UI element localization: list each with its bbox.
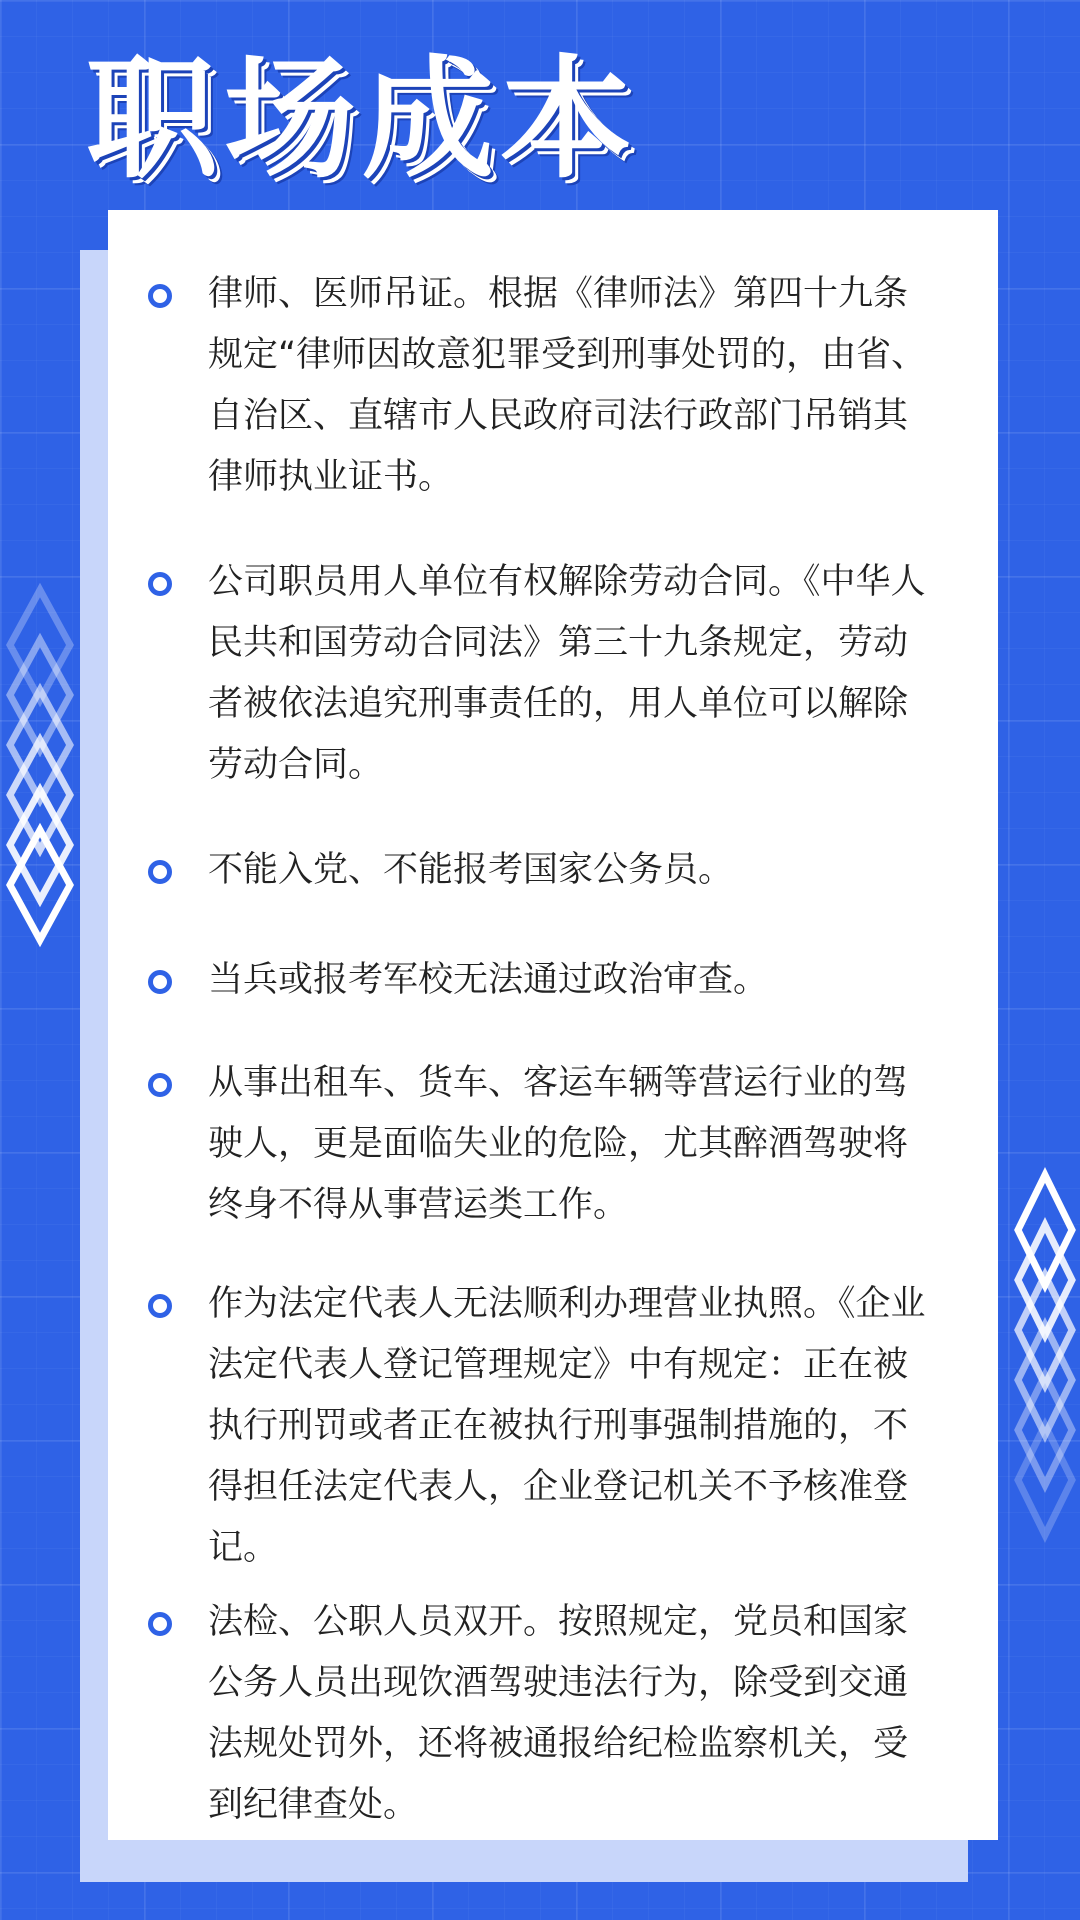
bullet-dot-icon xyxy=(148,970,172,994)
bullet-dot-icon xyxy=(148,284,172,308)
page-title: 职场成本 xyxy=(86,43,638,197)
bullet-dot-icon xyxy=(148,572,172,596)
bullet-dot-icon xyxy=(148,1294,172,1318)
list-item-text: 律师、医师吊证。根据《律师法》第四十九条规定“律师因故意犯罪受到刑事处罚的，由省、自治区、直辖市人民政府司法行政部门吊销其律师执业证书。 xyxy=(208,274,927,497)
content-card xyxy=(108,210,998,1840)
bullet-list xyxy=(108,210,998,1840)
diamond-chain-left-icon xyxy=(0,580,80,950)
list-item-text: 当兵或报考军校无法通过政治审查。 xyxy=(208,960,769,1000)
bullet-dot-icon xyxy=(148,860,172,884)
bullet-dot-icon xyxy=(148,1073,172,1097)
list-item-text: 公司职员用人单位有权解除劳动合同。《中华人民共和国劳动合同法》第三十九条规定，劳动者被依法追究刑事责任的，用人单位可以解除劳动合同。 xyxy=(208,562,926,785)
list-item-text: 不能入党、不能报考国家公务员。 xyxy=(208,850,734,890)
list-item-text: 作为法定代表人无法顺利办理营业执照。《企业法定代表人登记管理规定》中有规定：正在被执行刑罚或者正在被执行刑事强制措施的，不得担任法定代表人，企业登记机关不予核准登记。 xyxy=(208,1284,926,1568)
diamond-chain-right-icon xyxy=(1010,1165,1080,1565)
list-item-text: 法检、公职人员双开。按照规定，党员和国家公务人员出现饮酒驾驶违法行为，除受到交通法规处罚外，还将被通报给纪检监察机关，受到纪律查处。 xyxy=(208,1602,909,1825)
list-item-text: 从事出租车、货车、客运车辆等营运行业的驾驶人，更是面临失业的危险，尤其醉酒驾驶将终身不得从事营运类工作。 xyxy=(208,1063,909,1225)
bullet-dot-icon xyxy=(148,1612,172,1636)
